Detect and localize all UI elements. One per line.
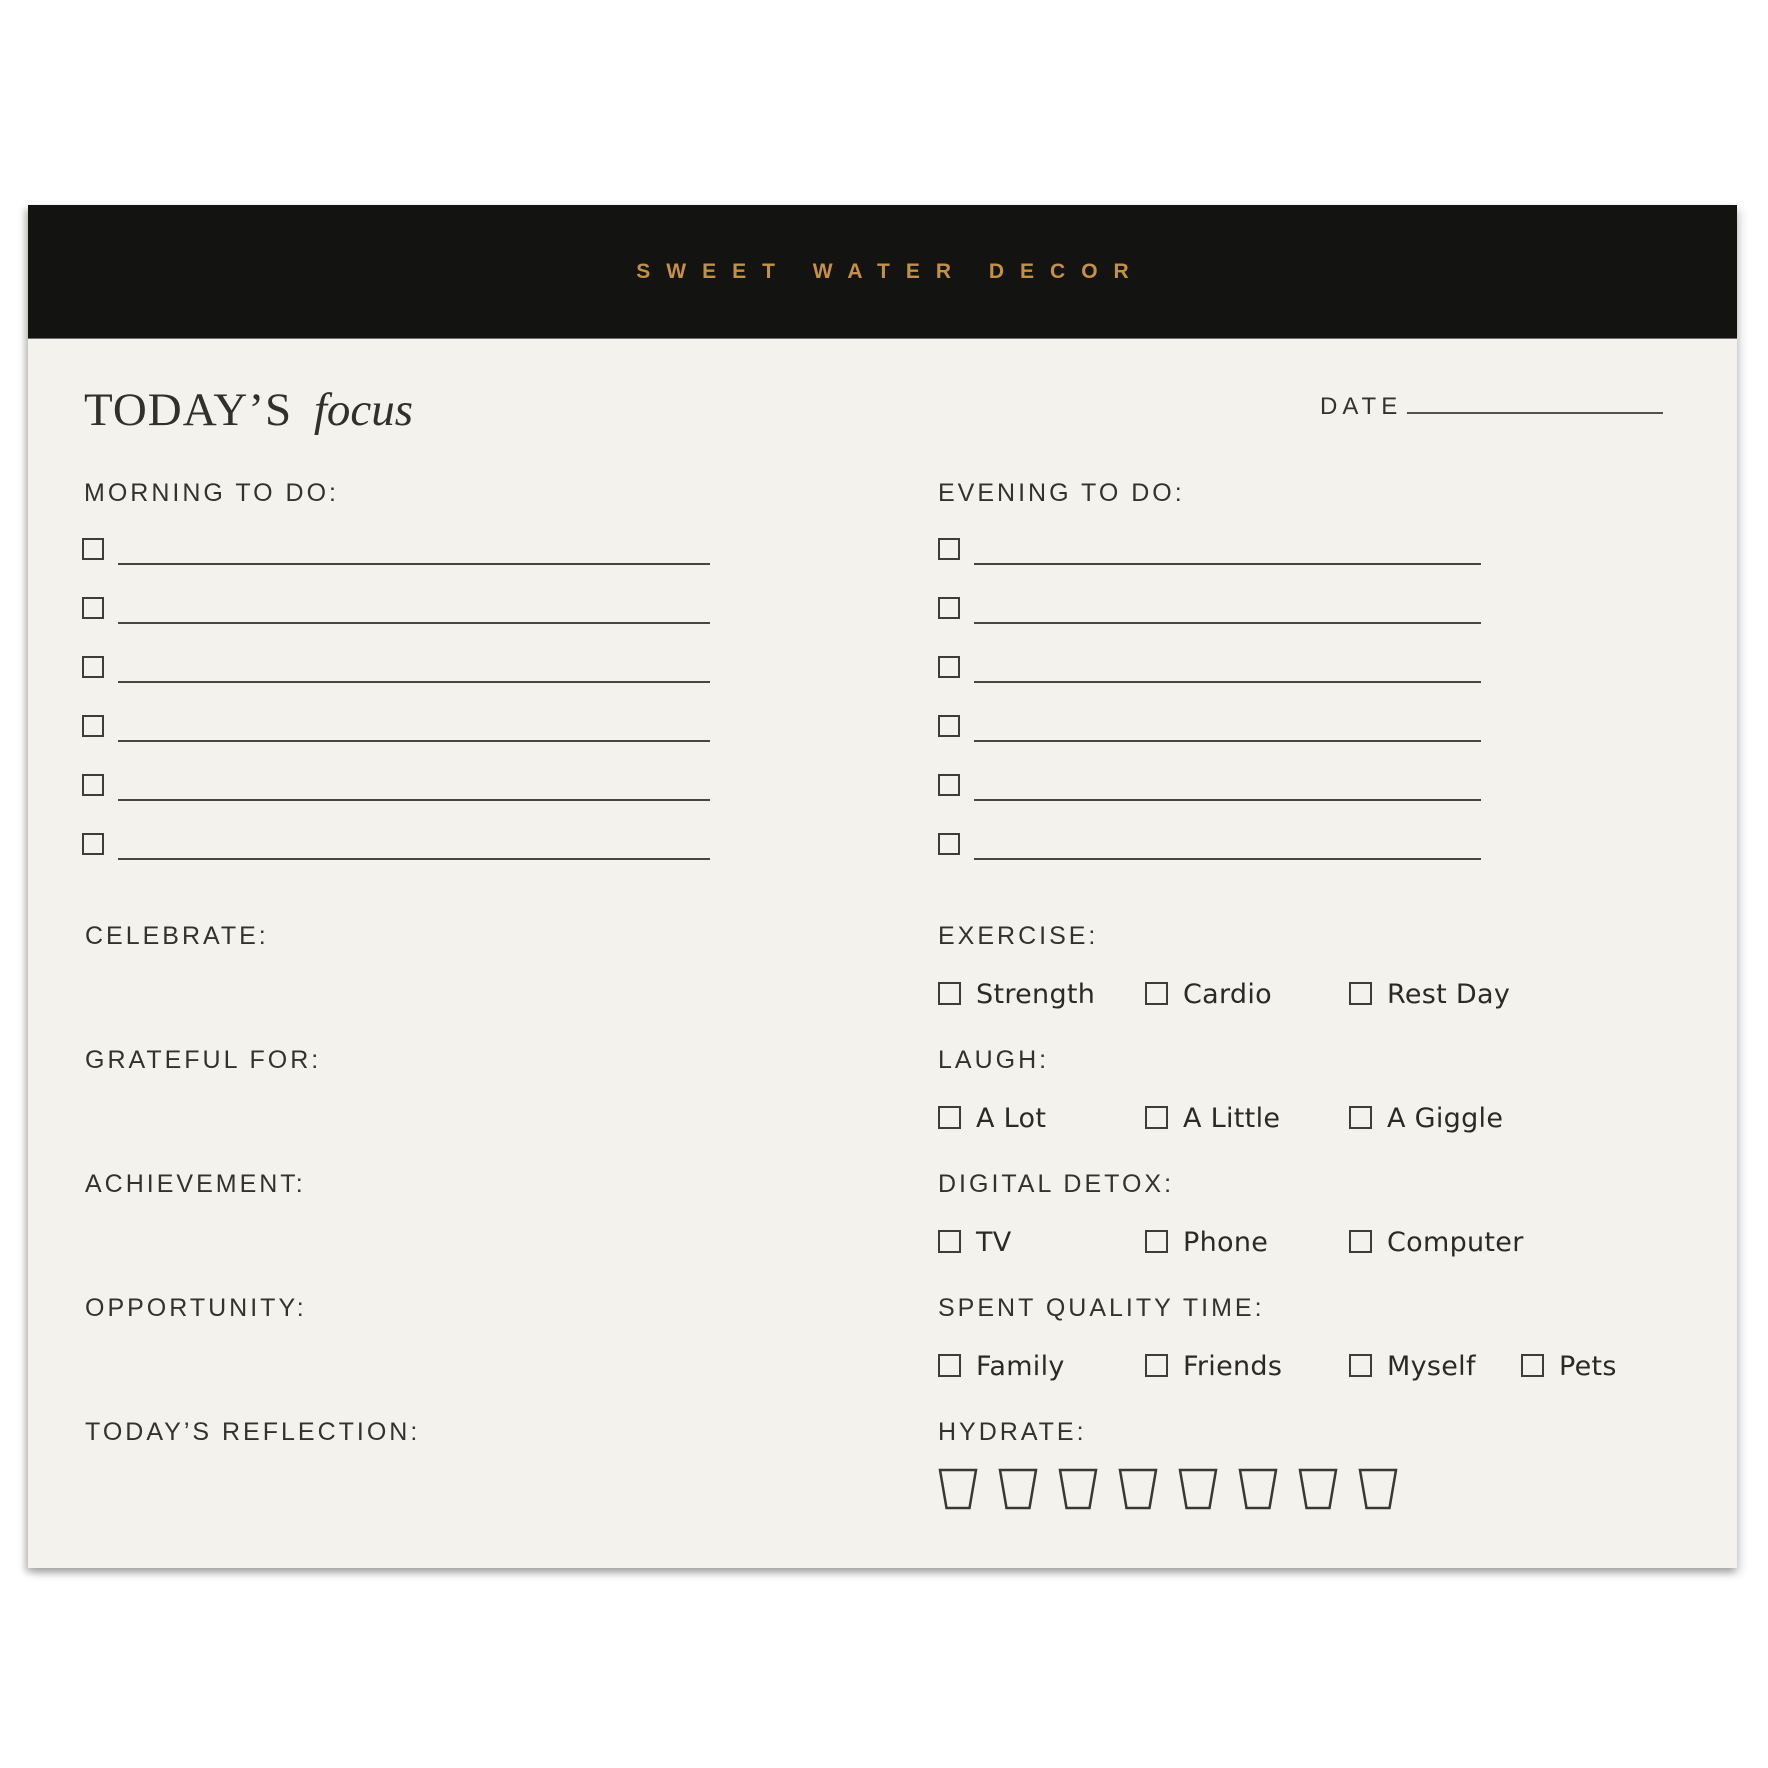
todo-row — [82, 715, 712, 774]
todo-line-input[interactable] — [974, 681, 1481, 683]
evening-todo-list — [938, 538, 1483, 892]
tracker-exercise-label: EXERCISE: — [938, 922, 1099, 950]
brand-band — [28, 205, 1737, 338]
todo-line-input[interactable] — [974, 563, 1481, 565]
option-checkbox[interactable] — [1349, 1354, 1372, 1377]
todo-line-input[interactable] — [118, 858, 710, 860]
morning-todo-label: MORNING TO DO: — [84, 479, 339, 507]
tracker-option — [1349, 1352, 1476, 1382]
todo-row — [938, 774, 1483, 833]
option-label: Phone — [1183, 1227, 1269, 1258]
option-checkbox[interactable] — [1349, 1230, 1372, 1253]
todo-checkbox[interactable] — [938, 833, 960, 855]
water-cup-icon[interactable] — [938, 1468, 978, 1510]
prompt-achievement: ACHIEVEMENT: — [85, 1170, 306, 1198]
option-label: A Giggle — [1387, 1103, 1504, 1134]
option-checkbox[interactable] — [1521, 1354, 1544, 1377]
todo-checkbox[interactable] — [82, 656, 104, 678]
laugh-options-row — [938, 1104, 1638, 1134]
option-checkbox[interactable] — [1145, 1106, 1168, 1129]
tracker-option — [1145, 980, 1272, 1010]
option-label: Myself — [1387, 1351, 1476, 1382]
todo-checkbox[interactable] — [938, 715, 960, 737]
todo-checkbox[interactable] — [938, 538, 960, 560]
water-cup-icon[interactable] — [1058, 1468, 1098, 1510]
page-title-accent: focus — [313, 384, 414, 436]
option-label: Rest Day — [1387, 979, 1511, 1010]
option-checkbox[interactable] — [938, 1354, 961, 1377]
todo-line-input[interactable] — [118, 563, 710, 565]
prompt-reflection: TODAY’S REFLECTION: — [85, 1418, 421, 1446]
quality-time-options-row — [938, 1352, 1638, 1382]
todo-row — [82, 597, 712, 656]
todo-line-input[interactable] — [118, 681, 710, 683]
planner-page — [28, 205, 1737, 1568]
tracker-option — [1349, 1228, 1524, 1258]
todo-line-input[interactable] — [118, 799, 710, 801]
tracker-option — [938, 980, 1095, 1010]
todo-checkbox[interactable] — [82, 597, 104, 619]
tracker-laugh-label: LAUGH: — [938, 1046, 1050, 1074]
todo-row — [82, 656, 712, 715]
water-cup-icon[interactable] — [1298, 1468, 1338, 1510]
option-label: A Lot — [976, 1103, 1047, 1134]
todo-row — [82, 833, 712, 892]
todo-checkbox[interactable] — [938, 656, 960, 678]
todo-line-input[interactable] — [118, 622, 710, 624]
date-line-input[interactable] — [1407, 412, 1663, 414]
option-checkbox[interactable] — [938, 982, 961, 1005]
water-cup-icon[interactable] — [1118, 1468, 1158, 1510]
option-checkbox[interactable] — [1145, 982, 1168, 1005]
prompt-celebrate: CELEBRATE: — [85, 922, 269, 950]
page-title — [84, 383, 413, 437]
todo-checkbox[interactable] — [938, 774, 960, 796]
tracker-option — [938, 1352, 1065, 1382]
evening-todo-label: EVENING TO DO: — [938, 479, 1185, 507]
todo-line-input[interactable] — [974, 799, 1481, 801]
todo-row — [82, 538, 712, 597]
water-cup-icon[interactable] — [1358, 1468, 1398, 1510]
todo-row — [82, 774, 712, 833]
todo-line-input[interactable] — [118, 740, 710, 742]
option-checkbox[interactable] — [1349, 1106, 1372, 1129]
todo-row — [938, 715, 1483, 774]
tracker-option — [1349, 1104, 1503, 1134]
page-title-main: TODAY’S — [84, 384, 293, 436]
water-cup-icon[interactable] — [1178, 1468, 1218, 1510]
option-label: Friends — [1183, 1351, 1283, 1382]
digital-detox-options-row — [938, 1228, 1638, 1258]
todo-checkbox[interactable] — [82, 774, 104, 796]
todo-row — [938, 538, 1483, 597]
prompt-grateful: GRATEFUL FOR: — [85, 1046, 322, 1074]
tracker-quality-time-label: SPENT QUALITY TIME: — [938, 1294, 1265, 1322]
prompt-opportunity: OPPORTUNITY: — [85, 1294, 307, 1322]
todo-checkbox[interactable] — [82, 833, 104, 855]
tracker-option — [1349, 980, 1510, 1010]
option-checkbox[interactable] — [1349, 982, 1372, 1005]
option-label: Computer — [1387, 1227, 1524, 1258]
tracker-option — [1521, 1352, 1617, 1382]
todo-checkbox[interactable] — [82, 538, 104, 560]
todo-row — [938, 833, 1483, 892]
option-label: TV — [976, 1227, 1012, 1258]
option-label: Cardio — [1183, 979, 1272, 1010]
todo-line-input[interactable] — [974, 740, 1481, 742]
option-label: Strength — [976, 979, 1096, 1010]
tracker-option — [1145, 1228, 1268, 1258]
todo-checkbox[interactable] — [82, 715, 104, 737]
option-label: Family — [976, 1351, 1065, 1382]
tracker-digital-detox-label: DIGITAL DETOX: — [938, 1170, 1175, 1198]
date-label: DATE — [1320, 393, 1403, 420]
todo-line-input[interactable] — [974, 622, 1481, 624]
todo-row — [938, 656, 1483, 715]
brand-name: SWEET WATER DECOR — [636, 259, 1145, 283]
water-cup-icon[interactable] — [998, 1468, 1038, 1510]
water-cup-icon[interactable] — [1238, 1468, 1278, 1510]
tracker-option — [938, 1104, 1046, 1134]
todo-checkbox[interactable] — [938, 597, 960, 619]
option-checkbox[interactable] — [938, 1106, 961, 1129]
option-label: A Little — [1183, 1103, 1281, 1134]
option-checkbox[interactable] — [1145, 1354, 1168, 1377]
exercise-options-row — [938, 980, 1638, 1010]
option-label: Pets — [1559, 1351, 1617, 1382]
tracker-option — [1145, 1104, 1280, 1134]
tracker-option — [1145, 1352, 1282, 1382]
tracker-option — [938, 1228, 1012, 1258]
option-checkbox[interactable] — [938, 1230, 961, 1253]
option-checkbox[interactable] — [1145, 1230, 1168, 1253]
hydrate-cups-row — [938, 1468, 1418, 1510]
todo-row — [938, 597, 1483, 656]
todo-line-input[interactable] — [974, 858, 1481, 860]
morning-todo-list — [82, 538, 712, 892]
tracker-hydrate-label: HYDRATE: — [938, 1418, 1087, 1446]
